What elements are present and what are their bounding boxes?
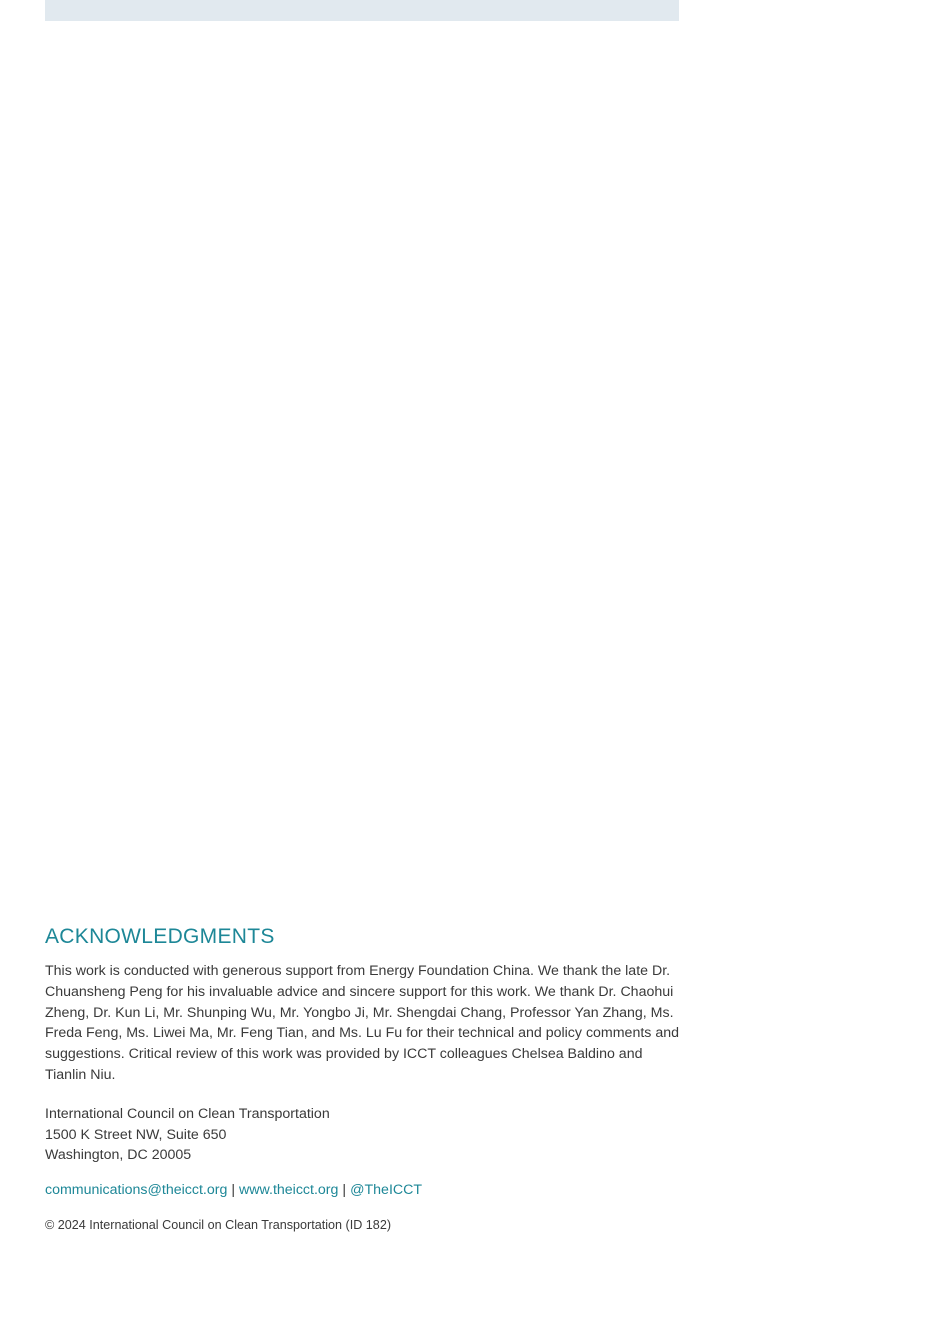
- link-separator: |: [231, 1182, 236, 1198]
- postal-address: [45, 1104, 330, 1166]
- top-shaded-band: [45, 0, 679, 21]
- acknowledgments-heading: ACKNOWLEDGMENTS: [45, 925, 275, 948]
- website-link[interactable]: www.theicct.org: [239, 1182, 339, 1198]
- twitter-link[interactable]: @TheICCT: [350, 1182, 423, 1198]
- email-link[interactable]: communications@theicct.org: [45, 1182, 228, 1198]
- copyright-notice: © 2024 International Council on Clean Transportation (ID 182): [45, 1218, 392, 1232]
- acknowledgments-body: This work is conducted with generous support from Energy Foundation China. We thank the late Dr. Chuansheng Peng for his invaluable advice and sincere support for this work. We thank Dr. Chaohui Zheng, Dr. Kun Li, Mr. Shunping Wu, Mr. Yongbo Ji, Mr. Shengdai Chang, Professor Yan Zhang, Ms. Freda Feng, Ms. Liwei Ma, Mr. Feng Tian, and Ms. Lu Fu for their technical and policy comments and suggestions. Critical review of this work was provided by ICCT colleagues Chelsea Baldino and Tianlin Niu.: [45, 963, 679, 1083]
- contact-links: [45, 1180, 422, 1200]
- address-organization: International Council on Clean Transportation: [45, 1106, 330, 1122]
- link-separator: |: [342, 1182, 347, 1198]
- address-street: 1500 K Street NW, Suite 650: [45, 1126, 227, 1143]
- address-city: Washington, DC 20005: [45, 1147, 192, 1163]
